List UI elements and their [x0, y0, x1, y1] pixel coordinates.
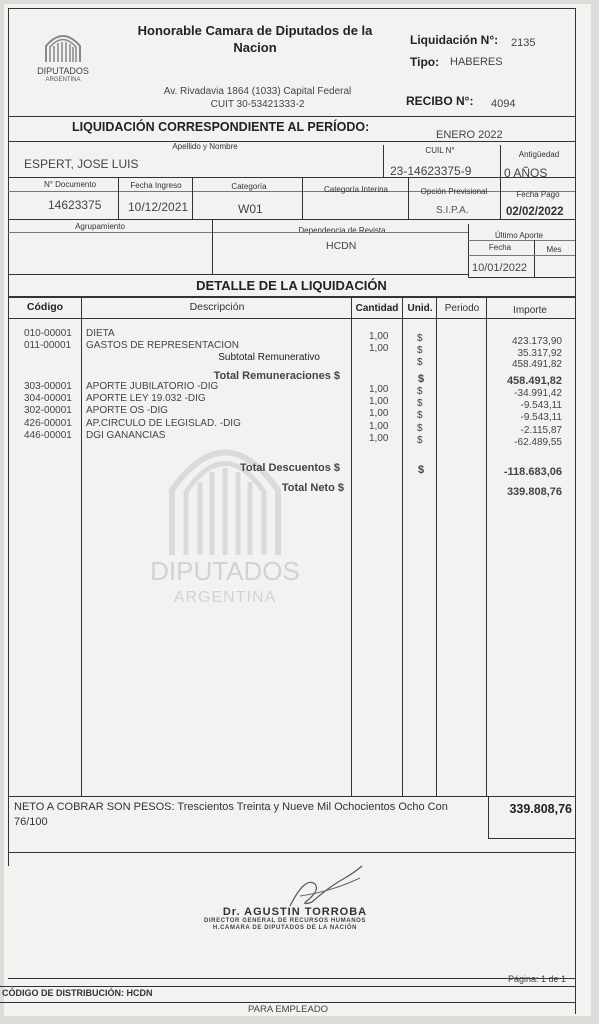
- item-qty: 1,00: [369, 331, 389, 342]
- antiguedad-label: Antigüedad: [518, 150, 560, 159]
- deduction-qty: 1,00: [369, 408, 389, 419]
- categoria-label: Categoría: [231, 182, 267, 191]
- deduction-desc: APORTE OS -DIG: [86, 405, 169, 416]
- period-label: LIQUIDACIÓN CORRESPONDIENTE AL PERÍODO:: [72, 120, 370, 134]
- rule: [302, 177, 303, 219]
- deduction-unit: $: [417, 386, 423, 397]
- employee-name: ESPERT, JOSE LUIS: [24, 157, 139, 171]
- rule: [8, 177, 575, 178]
- rule: [8, 318, 575, 319]
- rule: [8, 274, 468, 275]
- col-unidad: Unid.: [407, 303, 433, 314]
- rule: [8, 141, 575, 142]
- period-value: ENERO 2022: [436, 129, 503, 141]
- rule: [8, 296, 575, 298]
- deduction-unit: $: [417, 398, 423, 409]
- total-neto-label: Total Neto $: [281, 482, 344, 494]
- item-desc: DIETA: [86, 328, 115, 339]
- institution-address: Av. Rivadavia 1864 (1033) Capital Federal: [163, 86, 352, 97]
- col-descripcion: Descripción: [189, 301, 245, 313]
- rule: [468, 255, 575, 256]
- categoria-value: W01: [238, 202, 263, 216]
- rule: [500, 177, 501, 219]
- rule: [8, 852, 575, 853]
- item-amount: 423.173,90: [511, 336, 562, 347]
- deduction-desc: APORTE JUBILATORIO -DIG: [86, 381, 219, 392]
- deduction-amount: -62.489,55: [514, 437, 562, 448]
- watermark-subtext: ARGENTINA: [173, 589, 277, 606]
- rule: [212, 219, 213, 274]
- subtotal-amount: 458.491,82: [511, 359, 562, 370]
- opcion-label: Opción Previsional: [420, 187, 488, 196]
- rule: [488, 838, 575, 839]
- subtotal-unit: $: [417, 357, 423, 368]
- rule: [8, 116, 575, 117]
- deduction-amount: -9.543,11: [520, 412, 562, 423]
- deduction-code: 302-00001: [24, 405, 72, 416]
- deduction-qty: 1,00: [369, 421, 389, 432]
- item-unit: $: [417, 345, 423, 356]
- rule: [0, 1002, 575, 1003]
- rule: [192, 177, 193, 219]
- ultimo-aporte-label: Último Aporte: [494, 231, 544, 240]
- rule: [436, 296, 437, 796]
- cat-interna-label: Categoría Interina: [323, 185, 389, 194]
- agrupamiento-label: Agrupamiento: [75, 222, 125, 231]
- neto-amount: 339.808,76: [509, 802, 572, 816]
- recibo-label: RECIBO N°:: [406, 94, 474, 108]
- deduction-qty: 1,00: [369, 396, 389, 407]
- ultimo-fecha-value: 10/01/2022: [472, 262, 528, 274]
- doc-value: 14623375: [48, 198, 102, 212]
- institution-name: Honorable Camara de Diputados de la Nacion: [137, 23, 373, 55]
- total-desc-amount: -118.683,06: [503, 466, 562, 478]
- institution-cuit: CUIT 30-53421333-2: [210, 99, 305, 110]
- dependencia-value: HCDN: [326, 240, 357, 252]
- item-unit: $: [417, 333, 423, 344]
- tipo-value: HABERES: [450, 56, 503, 68]
- deduction-code: 303-00001: [24, 381, 72, 392]
- deduction-amount: -9.543,11: [520, 400, 562, 411]
- name-label: Apellido y Nombre: [172, 142, 238, 151]
- logo-text: DIPUTADOS: [37, 66, 89, 76]
- rule: [408, 177, 409, 219]
- deduction-qty: 1,00: [369, 433, 389, 444]
- rule: [383, 145, 384, 177]
- total-desc-label: Total Descuentos $: [239, 462, 340, 474]
- deduction-code: 304-00001: [24, 393, 72, 404]
- signer-title: DIRECTOR GENERAL DE RECURSOS HUMANOS: [203, 918, 367, 924]
- deduction-unit: $: [417, 410, 423, 421]
- rule: [8, 796, 575, 797]
- copy-label: PARA EMPLEADO: [248, 1004, 329, 1015]
- distribution-code: CÓDIGO DE DISTRIBUCIÓN: HCDN: [2, 988, 153, 998]
- item-qty: 1,00: [369, 343, 389, 354]
- item-desc: GASTOS DE REPRESENTACION: [86, 340, 239, 351]
- institution-logo: [36, 24, 90, 64]
- detail-title: DETALLE DE LA LIQUIDACIÓN: [196, 278, 387, 293]
- rule: [81, 296, 82, 796]
- rule: [534, 240, 535, 277]
- item-amount: 35.317,92: [517, 348, 562, 359]
- subtotal-label: Subtotal Remunerativo: [218, 352, 320, 363]
- rule: [468, 240, 575, 241]
- ingreso-label: Fecha Ingreso: [130, 181, 182, 190]
- deduction-qty: 1,00: [369, 384, 389, 395]
- cuil-label: CUIL N°: [425, 146, 455, 155]
- logo-subtext: ARGENTINA: [45, 77, 81, 83]
- rule: [351, 296, 352, 796]
- deduction-desc: DGI GANANCIAS: [86, 430, 166, 441]
- cuil-value: 23-14623375-9: [390, 164, 472, 178]
- col-codigo: Código: [26, 301, 64, 313]
- item-code: 011-00001: [24, 340, 72, 351]
- deduction-amount: -2.115,87: [520, 425, 562, 436]
- rule: [488, 796, 489, 838]
- tipo-label: Tipo:: [410, 55, 440, 69]
- rule: [0, 986, 575, 987]
- border-left: [8, 8, 9, 866]
- rule: [486, 296, 487, 796]
- recibo-number: 4094: [491, 98, 516, 110]
- doc-label: N° Documento: [43, 180, 97, 189]
- deduction-code: 446-00001: [24, 430, 72, 441]
- total-rem-label: Total Remuneraciones $: [213, 370, 340, 382]
- neto-text: NETO A COBRAR SON PESOS: Trescientos Treinta y Nueve Mil Ochocientos Ocho Con 76/100: [14, 801, 448, 828]
- fecha-label: Fecha: [488, 243, 512, 252]
- deduction-desc: APORTE LEY 19.032 -DIG: [86, 393, 206, 404]
- deduction-amount: -34.991,42: [514, 388, 562, 399]
- rule: [468, 224, 469, 277]
- total-rem-unit: $: [418, 373, 425, 385]
- liquidacion-label: Liquidación N°:: [410, 33, 499, 47]
- pago-value: 02/02/2022: [506, 206, 564, 218]
- total-desc-unit: $: [418, 464, 425, 476]
- signer-subtitle: H.CAMARA DE DIPUTADOS DE LA NACIÓN: [212, 925, 358, 931]
- pago-label: Fecha Pago: [516, 190, 560, 199]
- item-code: 010-00001: [24, 328, 72, 339]
- mes-label: Mes: [546, 245, 562, 254]
- antiguedad-value: 0 AÑOS: [504, 166, 548, 180]
- signer-name: Dr. AGUSTIN TORROBA: [222, 906, 368, 918]
- rule: [402, 296, 403, 796]
- border-top: [8, 8, 575, 9]
- total-neto-amount: 339.808,76: [506, 486, 562, 498]
- rule: [118, 177, 119, 219]
- total-rem-amount: 458.491,82: [506, 375, 562, 387]
- col-importe: Importe: [513, 305, 547, 316]
- deduction-desc: AP.CIRCULO DE LEGISLAD. -DIG: [86, 418, 241, 429]
- deduction-unit: $: [417, 423, 423, 434]
- watermark-text: DIPUTADOS: [150, 556, 300, 586]
- col-periodo: Periodo: [444, 303, 480, 314]
- opcion-value: S.I.P.A.: [436, 205, 469, 216]
- rule: [8, 978, 575, 979]
- rule: [8, 232, 468, 233]
- rule: [500, 145, 501, 177]
- ingreso-value: 10/12/2021: [128, 200, 189, 214]
- deduction-code: 426-00001: [24, 418, 72, 429]
- col-cantidad: Cantidad: [355, 303, 399, 314]
- border-right: [575, 8, 576, 1014]
- liquidacion-number: 2135: [511, 37, 536, 49]
- dependencia-label: Dependencia de Revista: [298, 226, 386, 235]
- deduction-unit: $: [417, 435, 423, 446]
- rule: [8, 219, 575, 220]
- page-number: Página: 1 de 1: [508, 974, 567, 984]
